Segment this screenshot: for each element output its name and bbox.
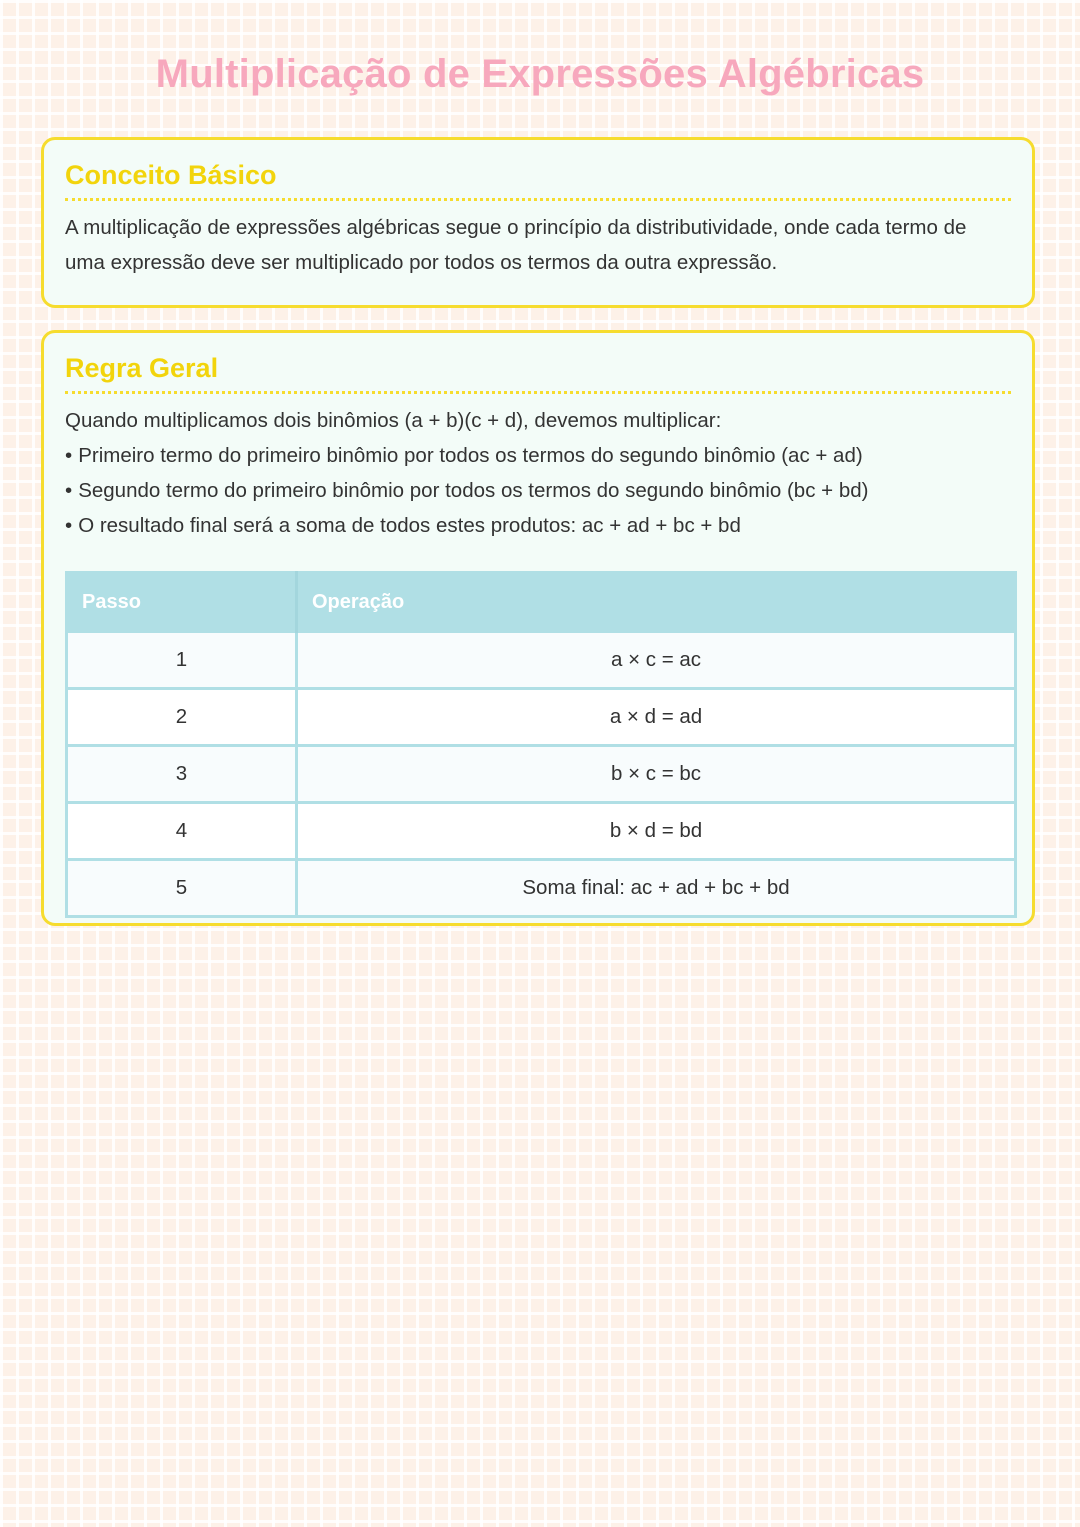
operation-cell: Soma final: ac + ad + bc + bd [297,860,1016,917]
table-row [67,689,1016,746]
step-cell: 5 [67,860,297,917]
step-cell: 4 [67,803,297,860]
operation-cell: b × d = bd [297,803,1016,860]
page-title: Multiplicação de Expressões Algébricas [155,52,925,96]
table-row [67,803,1016,860]
step-cell: 1 [67,632,297,689]
basic-concept-text: A multiplicação de expressões algébricas segue o princípio da distributividade, onde cada termo de uma expressão deve ser multiplicado por todos os termos da outra expressão. [65,216,967,274]
basic-concept-heading: Conceito Básico [65,158,1011,201]
general-rule-heading: Regra Geral [65,351,1011,394]
basic-concept-card [41,137,1035,308]
table-header-row [67,573,1016,632]
steps-table [65,571,1017,918]
table-row [67,632,1016,689]
bullet-item: • Segundo termo do primeiro binômio por todos os termos do segundo binômio (bc + bd) [65,473,1011,508]
bullet-item: • Primeiro termo do primeiro binômio por todos os termos do segundo binômio (ac + ad) [65,438,1011,473]
column-header-step: Passo [67,573,297,632]
table-row [67,860,1016,917]
general-rule-bullets [65,438,1011,543]
column-header-operation: Operação [297,573,1016,632]
bullet-item: • O resultado final será a soma de todos estes produtos: ac + ad + bc + bd [65,508,1011,543]
step-cell: 3 [67,746,297,803]
operation-cell: b × c = bc [297,746,1016,803]
step-cell: 2 [67,689,297,746]
general-rule-intro: Quando multiplicamos dois binômios (a + b)(c + d), devemos multiplicar: [65,409,722,432]
general-rule-card [41,330,1035,926]
operation-cell: a × c = ac [297,632,1016,689]
operation-cell: a × d = ad [297,689,1016,746]
table-row [67,746,1016,803]
